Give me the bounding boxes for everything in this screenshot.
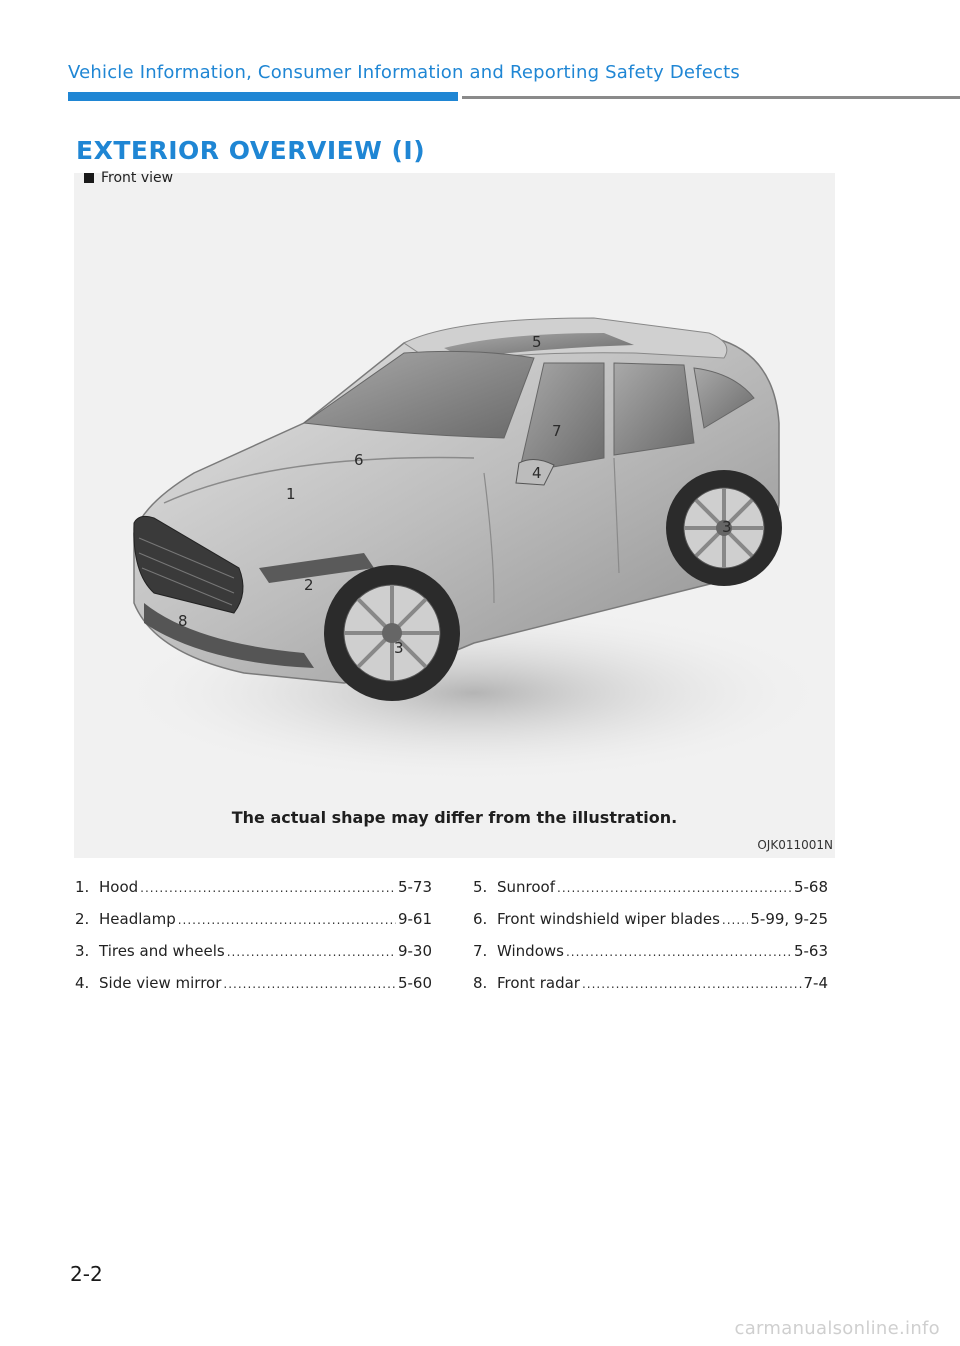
watermark: carmanualsonline.info (734, 1318, 940, 1339)
leader-dots (557, 881, 792, 895)
item-label: Front windshield wiper blades (497, 910, 720, 928)
figure-code: OJK011001N (757, 838, 833, 852)
callout-3-rear: 3 (722, 518, 732, 536)
callout-2: 2 (304, 576, 314, 594)
item-label: Side view mirror (99, 974, 222, 992)
item-label: Tires and wheels (99, 942, 225, 960)
header-rule (462, 96, 960, 99)
parts-list-right (473, 878, 828, 1006)
parts-list-left (75, 878, 432, 1006)
item-label: Sunroof (497, 878, 556, 896)
item-page-ref: 9-30 (397, 942, 432, 960)
section-title: EXTERIOR OVERVIEW (I) (76, 136, 426, 165)
callout-8: 8 (178, 612, 188, 630)
item-page-ref: 9-61 (397, 910, 432, 928)
list-item: 1. Hood ..... 5-73 (75, 878, 432, 910)
running-header: Vehicle Information, Consumer Information and Reporting Safety Defects (68, 62, 740, 83)
illustration-disclaimer: The actual shape may differ from the illustration. (231, 808, 678, 827)
page-number: 2-2 (70, 1262, 103, 1286)
item-page-ref: 5-60 (397, 974, 432, 992)
item-label: Front radar (497, 974, 580, 992)
item-page-ref: 5-68 (793, 878, 828, 896)
list-item: 8. Front radar ..... 7-4 (473, 974, 828, 1006)
car-drawing (74, 173, 835, 858)
square-bullet-icon (84, 173, 94, 183)
callout-1: 1 (286, 485, 296, 503)
callout-7: 7 (552, 422, 562, 440)
callout-5: 5 (532, 333, 542, 351)
item-page-ref: 5-73 (397, 878, 432, 896)
leader-dots (722, 913, 748, 927)
list-item: 7. Windows ..... 5-63 (473, 942, 828, 974)
leader-dots (566, 945, 792, 959)
leader-dots (140, 881, 396, 895)
callout-4: 4 (532, 464, 542, 482)
item-page-ref: 5-99, 9-25 (750, 910, 828, 928)
item-page-ref: 7-4 (803, 974, 828, 992)
list-item: 5. Sunroof ..... 5-68 (473, 878, 828, 910)
item-label: Windows (497, 942, 564, 960)
view-label-text: Front view (101, 170, 174, 186)
callout-3-front: 3 (394, 639, 404, 657)
vehicle-illustration (74, 173, 835, 858)
item-page-ref: 5-63 (793, 942, 828, 960)
leader-dots (223, 977, 396, 991)
list-item: 6. Front windshield wiper blades ..... 5-99, 9-25 (473, 910, 828, 942)
view-label (84, 170, 173, 186)
list-item: 4. Side view mirror ..... 5-60 (75, 974, 432, 1006)
leader-dots (582, 977, 802, 991)
callout-6: 6 (354, 451, 364, 469)
header-rule-accent (68, 92, 458, 101)
leader-dots (178, 913, 396, 927)
list-item: 2. Headlamp ..... 9-61 (75, 910, 432, 942)
rear-window (614, 363, 694, 455)
leader-dots (227, 945, 396, 959)
item-label: Hood (99, 878, 139, 896)
item-label: Headlamp (99, 910, 176, 928)
list-item: 3. Tires and wheels ..... 9-30 (75, 942, 432, 974)
